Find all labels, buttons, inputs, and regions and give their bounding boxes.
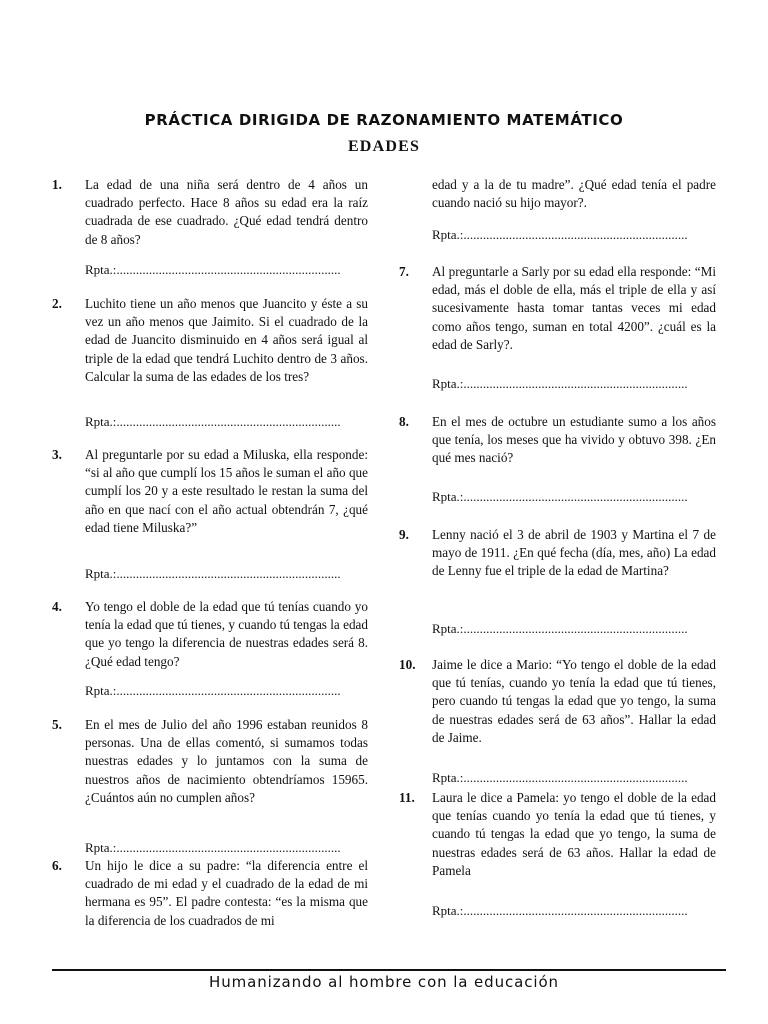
answer-line: Rpta.:.....................................................................	[85, 262, 341, 277]
answer-line: Rpta.:.....................................................................	[85, 840, 341, 855]
answer-line: Rpta.:.....................................................................	[85, 566, 341, 581]
question-number: 2.	[52, 296, 62, 311]
question-number: 3.	[52, 447, 62, 462]
question-text: Un hijo le dice a su padre: “la diferencia entre el cuadrado de mi edad y el cuadrado de la edad de mi hermana es 95”. El padre contesta: “es la misma que la diferencia de los cuadrados de mi	[85, 858, 368, 928]
answer-line: Rpta.:.....................................................................	[432, 376, 688, 391]
answer-line: Rpta.:.....................................................................	[432, 903, 688, 918]
answer-line: Rpta.:.....................................................................	[85, 683, 341, 698]
question-number: 6.	[52, 858, 62, 873]
answer-line: Rpta.:.....................................................................	[432, 621, 688, 636]
question-text: Luchito tiene un año menos que Juancito y éste a su vez un año menos que Jaimito. Si el cuadrado de la edad de Juancito disminuido en 4 años será igual al triple de la edad que tendrá Luchito dentro de 3 años. Calcular la suma de las edades de los tres?	[85, 296, 368, 384]
footer-text: Humanizando al hombre con la educación	[209, 973, 559, 991]
answer-line: Rpta.:.....................................................................	[432, 770, 688, 785]
question-number: 5.	[52, 717, 62, 732]
page-subtitle: EDADES	[347, 138, 421, 155]
question-text: Jaime le dice a Mario: “Yo tengo el doble de la edad que tú tenías, cuando yo tenía la edad que tú tienes, pero cuando tú tengas la edad que yo tengo, la suma de nuestras edades será de 63 años”. Hallar la edad de Jaime.	[432, 657, 716, 745]
footer-divider	[52, 969, 726, 971]
question-text: La edad de una niña será dentro de 4 años un cuadrado perfecto. Hace 8 años su edad era la raíz cuadrada de ese cuadrado. ¿Qué edad tendrá dentro de 8 años?	[85, 177, 368, 247]
question-number: 10.	[399, 657, 416, 672]
answer-line: Rpta.:.....................................................................	[432, 227, 688, 242]
question-text: edad y a la de tu madre”. ¿Qué edad tenía el padre cuando nació su hijo mayor?.	[432, 177, 716, 211]
question-text: Al preguntarle por su edad a Miluska, ella responde: “si al año que cumplí los 15 años le suman el año que cumplí los 20 y a este resultado le restan la suma del año en que nací con el año actual obtendrán 7, ¿qué edad tiene Miluska?”	[85, 447, 368, 535]
page-title: PRÁCTICA DIRIGIDA DE RAZONAMIENTO MATEMÁTICO	[144, 111, 624, 129]
question-text: Laura le dice a Pamela: yo tengo el doble de la edad que tenías cuando yo tenía la edad que tú tienes, y cuando tú tengas la edad que yo tengo, la suma de nuestras edades será de 63 años. Hallar la edad de Pamela	[432, 790, 716, 878]
question-text: En el mes de Julio del año 1996 estaban reunidos 8 personas. Una de ellas comentó, si sumamos todas nuestras edades y lo juntamos con la suma de nuestros años de nacimiento obtendríamos 15965. ¿Cuántos aún no cumplen años?	[85, 717, 368, 805]
question-number: 1.	[52, 177, 62, 192]
question-number: 9.	[399, 527, 409, 542]
question-text: En el mes de octubre un estudiante sumo a los años que tenía, los meses que ha vivido y obtuvo 398. ¿En qué mes nació?	[432, 414, 716, 466]
question-text: Al preguntarle a Sarly por su edad ella responde: “Mi edad, más el doble de ella, más el triple de ella y así sucesivamente hasta tomar tantas veces mi edad como años tengo, suman en total 4200”. ¿cuál es la edad de Sarly?.	[432, 264, 716, 352]
answer-line: Rpta.:.....................................................................	[85, 414, 341, 429]
answer-line: Rpta.:.....................................................................	[432, 489, 688, 504]
question-number: 11.	[399, 790, 415, 805]
question-text: Yo tengo el doble de la edad que tú tenías cuando yo tenía la edad que tú tienes, y cuando tú tengas la edad que yo tengo la diferencia de nuestras edades será 8. ¿Qué edad tengo?	[85, 599, 368, 669]
question-number: 8.	[399, 414, 409, 429]
question-text: Lenny nació el 3 de abril de 1903 y Martina el 7 de mayo de 1911. ¿En qué fecha (día, mes, año) La edad de Lenny fue el triple de la edad de Martina?	[432, 527, 716, 579]
question-number: 4.	[52, 599, 62, 614]
question-number: 7.	[399, 264, 409, 279]
